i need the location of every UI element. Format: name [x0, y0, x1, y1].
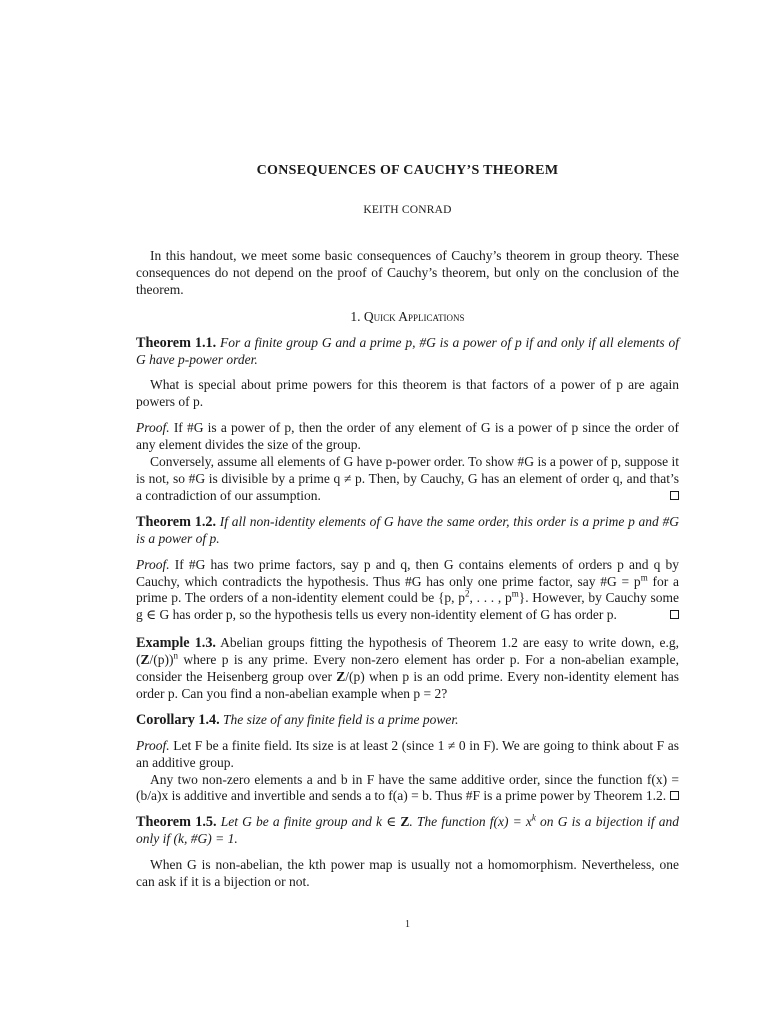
proof-1-1	[136, 420, 679, 454]
theorem-statement: Let G be a finite group and k ∈	[220, 814, 401, 830]
section-heading	[136, 309, 679, 326]
page-number: 1	[405, 919, 410, 930]
superscript: 2	[465, 588, 470, 599]
theorem-1-1	[136, 335, 679, 369]
proof-label: Proof.	[136, 737, 170, 753]
body-text	[136, 248, 679, 891]
author-name: KEITH CONRAD	[363, 204, 452, 216]
proof-1-4-continued	[136, 772, 679, 806]
proof-text: , . . . , p	[469, 590, 512, 606]
integers-symbol: Z	[140, 652, 150, 668]
superscript: m	[640, 572, 648, 582]
closing-paragraph: When G is non-abelian, the kth power map is usually not a homomorphism. Nevertheless, one can ask if it is a bijection or not.	[136, 857, 679, 890]
paper-title: CONSEQUENCES OF CAUCHY’S THEOREM	[256, 163, 559, 178]
superscript: k	[531, 812, 536, 823]
superscript: n	[173, 650, 179, 661]
example-text: /(p) when p is an odd prime. Every non-identity element has order p. Can you find a non-abelian example when p = 2?	[136, 669, 679, 701]
section-title: Quick Applications	[363, 308, 465, 324]
corollary-label: Corollary 1.4.	[136, 711, 220, 728]
example-text: /(p))	[149, 652, 174, 668]
remark-paragraph: What is special about prime powers for this theorem is that factors of a power of p are again powers of p.	[136, 377, 679, 410]
proof-text: Let F be a finite field. Its size is at least 2 (since 1 ≠ 0 in F). We are going to think about F as an additive group.	[136, 737, 679, 770]
proof-text: If #G has two prime factors, say p and q, then G contains elements of orders p and q by Cauchy, which contradicts the hypothesis. Thus #G has only one prime factor, say #G = p	[136, 556, 680, 589]
integers-symbol: Z	[400, 814, 410, 830]
proof-text: Conversely, assume all elements of G have p-power order. To show #G is a power of p, suppose it is not, so #G is divisible by a prime q ≠ p. Then, by Cauchy, G has an element of order q, and that’s a contradiction of our assumption.	[136, 454, 679, 503]
theorem-statement: For a finite group G and a prime p, #G is a power of p if and only if all elements of G have p-power order.	[136, 334, 679, 367]
theorem-1-2	[136, 514, 679, 548]
theorem-label: Theorem 1.1.	[136, 334, 217, 351]
section-number: 1.	[350, 308, 361, 324]
superscript: m	[511, 588, 519, 599]
integers-symbol: Z	[336, 669, 346, 685]
example-1-3	[136, 635, 679, 703]
example-text: Abelian groups fitting the hypothesis of Theorem 1.2 are easy to write down, e.g, (	[136, 635, 680, 668]
proof-label: Proof.	[136, 420, 170, 436]
corollary-1-4	[136, 712, 679, 729]
example-text: where p is any prime. Every non-zero element has order p. For a non-abelian example, consider the Heisenberg group over	[136, 652, 679, 685]
qed-box-icon	[670, 791, 679, 800]
intro-paragraph: In this handout, we meet some basic consequences of Cauchy’s theorem in group theory. These consequences do not depend on the proof of Cauchy’s theorem, but only on the conclusion of the theorem.	[136, 248, 679, 297]
theorem-1-5	[136, 814, 679, 848]
theorem-label: Theorem 1.5.	[136, 814, 217, 831]
theorem-statement: . The function f(x) = x	[409, 814, 532, 830]
proof-1-2	[136, 557, 679, 625]
example-label: Example 1.3.	[136, 635, 216, 652]
proof-label: Proof.	[136, 556, 170, 572]
proof-1-4	[136, 738, 679, 772]
qed-box-icon	[670, 491, 679, 500]
theorem-label: Theorem 1.2.	[136, 513, 217, 530]
proof-text: If #G is a power of p, then the order of any element of G is a power of p since the order of any element divides the size of the group.	[136, 420, 679, 453]
proof-text: }. However, by Cauchy some g ∈ G has order p, so the hypothesis tells us every non-identity element of G has order p.	[136, 590, 679, 623]
proof-text: Any two non-zero elements a and b in F have the same additive order, since the function f(x) = (b/a)x is additive and invertible and sends a to f(a) = b. Thus #F is a prime power by Theorem 1.2.	[136, 771, 679, 804]
proof-1-1-continued	[136, 454, 679, 505]
theorem-statement: on G is a bijection if and only if (k, #G) = 1.	[136, 814, 680, 847]
corollary-statement: The size of any finite field is a prime power.	[223, 711, 459, 727]
qed-box-icon	[670, 610, 679, 619]
theorem-statement: If all non-identity elements of G have the same order, this order is a prime p and #G is a power of p.	[136, 513, 680, 546]
proof-text: for a prime p. The orders of a non-identity element could be {p, p	[136, 573, 679, 606]
